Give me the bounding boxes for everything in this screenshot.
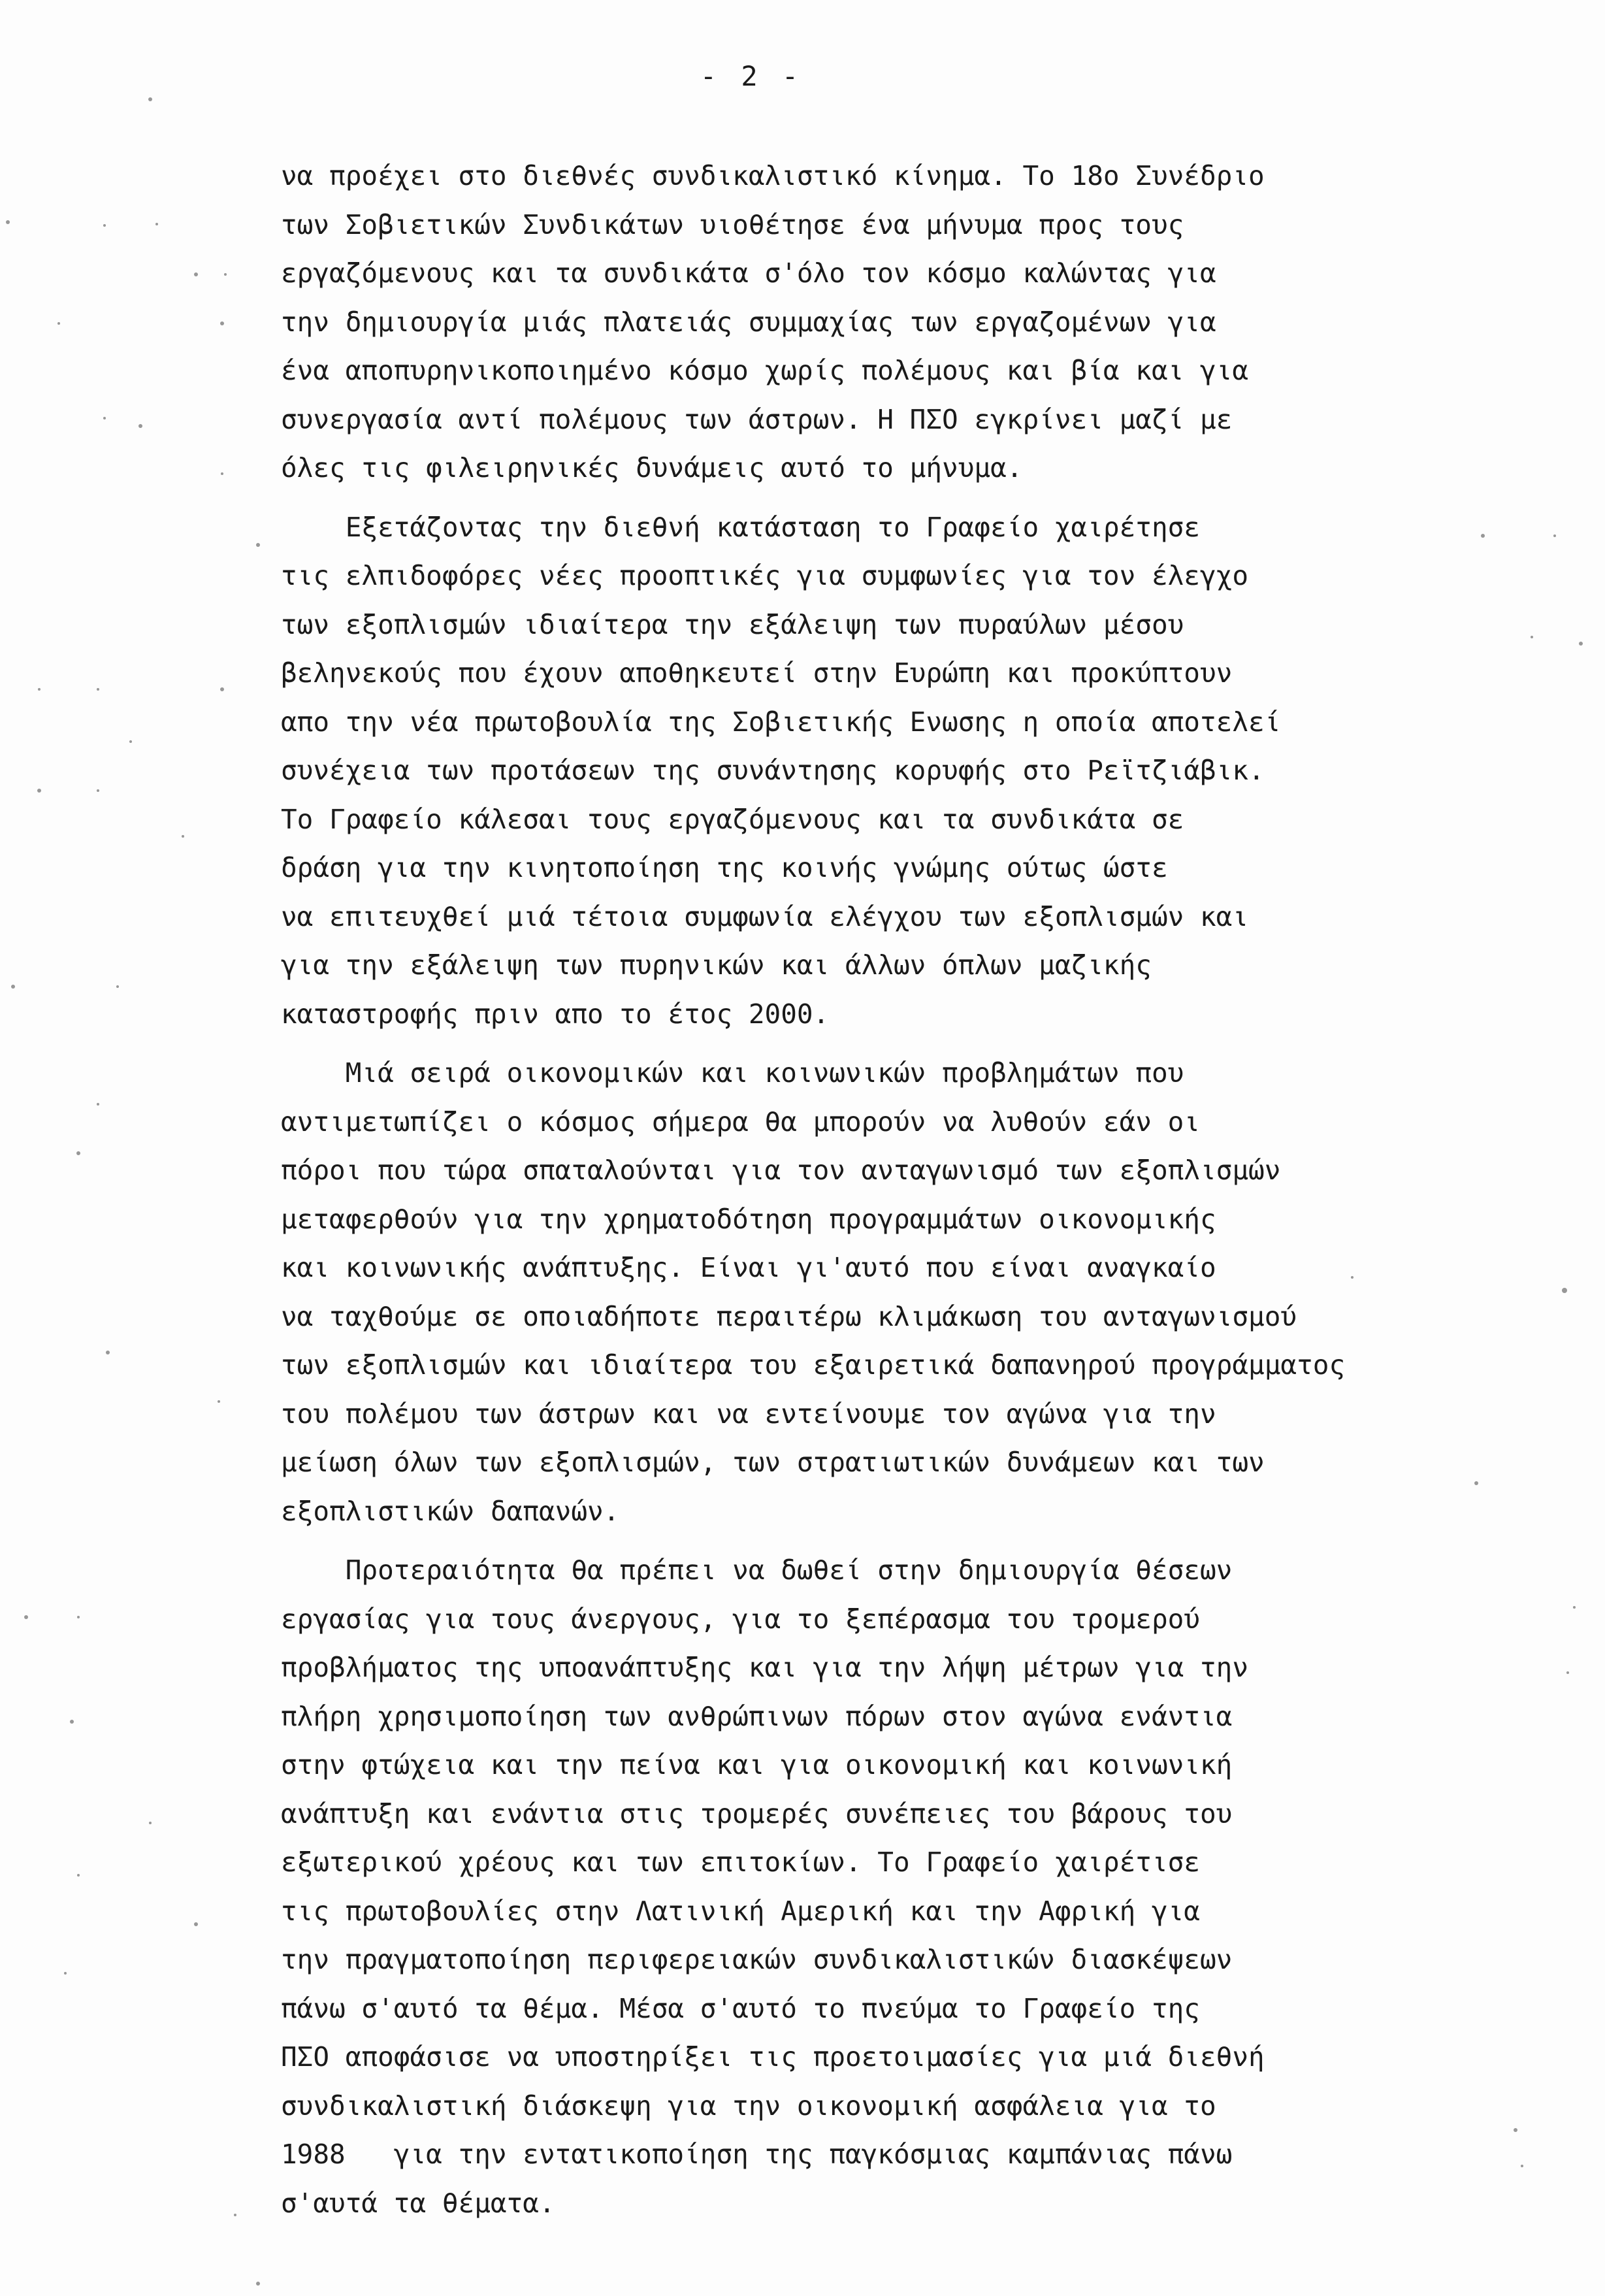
paragraph-1	[281, 152, 1574, 493]
text-line: των εξοπλισμών και ιδιαίτερα του εξαιρετικά δαπανηρού προγράμματος	[281, 1349, 1346, 1381]
text-line: σ'αυτά τα θέματα.	[281, 2187, 555, 2219]
text-line: ΠΣΟ αποφάσισε να υποστηρίξει τις προετοιμασίες για μιά διεθνή	[281, 2041, 1265, 2073]
text-line: του πολέμου των άστρων και να εντείνουμε τον αγώνα για την	[281, 1398, 1216, 1430]
text-line: την πραγματοποίηση περιφερειακών συνδικαλιστικών διασκέψεων	[281, 1944, 1233, 1975]
text-line: όλες τις φιλειρηνικές δυνάμεις αυτό το μήνυμα.	[281, 452, 1023, 484]
text-line: πόροι που τώρα σπαταλούνται για τον ανταγωνισμό των εξοπλισμών	[281, 1155, 1281, 1186]
text-line: τις πρωτοβουλίες στην Λατινική Αμερική και την Αφρική για	[281, 1895, 1200, 1927]
text-line: την δημιουργία μιάς πλατειάς συμμαχίας των εργαζομένων για	[281, 306, 1216, 338]
paragraph-4	[281, 1546, 1574, 2227]
text-line: προβλήματος της υποανάπτυξης και για την λήψη μέτρων για την	[281, 1652, 1249, 1683]
text-line: και κοινωνικής ανάπτυξης. Είναι γι'αυτό που είναι αναγκαίο	[281, 1252, 1216, 1283]
text-line: εξοπλιστικών δαπανών.	[281, 1495, 620, 1527]
text-line: ανάπτυξη και ενάντια στις τρομερές συνέπειες του βάρους του	[281, 1797, 1233, 1829]
text-line: πάνω σ'αυτό τα θέμα. Μέσα σ'αυτό το πνεύμα το Γραφείο της	[281, 1992, 1200, 2024]
text-line: μείωση όλων των εξοπλισμών, των στρατιωτικών δυνάμεων και των	[281, 1447, 1265, 1478]
text-line: των Σοβιετικών Συνδικάτων υιοθέτησε ένα μήνυμα προς τους	[281, 208, 1184, 240]
text-line: συνεργασία αντί πολέμους των άστρων. Η ΠΣΟ εγκρίνει μαζί με	[281, 403, 1233, 435]
document-body	[281, 152, 1574, 2227]
text-line: να επιτευχθεί μιά τέτοια συμφωνία ελέγχου των εξοπλισμών και	[281, 900, 1249, 932]
text-line: αντιμετωπίζει ο κόσμος σήμερα θα μπορούν να λυθούν εάν οι	[281, 1106, 1200, 1138]
text-line: να προέχει στο διεθνές συνδικαλιστικό κίνημα. Το 18ο Συνέδριο	[281, 160, 1265, 191]
text-line: ένα αποπυρηνικοποιημένο κόσμο χωρίς πολέμους και βία και για	[281, 355, 1249, 386]
text-line: δράση για την κινητοποίηση της κοινής γνώμης ούτως ώστε	[281, 852, 1168, 883]
paragraph-3	[281, 1049, 1574, 1535]
text-line: συνδικαλιστική διάσκεψη για την οικονομική ασφάλεια για το	[281, 2090, 1216, 2122]
text-line: των εξοπλισμών ιδιαίτερα την εξάλειψη των πυραύλων μέσου	[281, 608, 1184, 640]
text-line: να ταχθούμε σε οποιαδήποτε περαιτέρω κλιμάκωση του ανταγωνισμού	[281, 1300, 1297, 1332]
text-line: συνέχεια των προτάσεων της συνάντησης κορυφής στο Ρεϊτζιάβικ.	[281, 755, 1265, 786]
text-line: στην φτώχεια και την πείνα και για οικονομική και κοινωνική	[281, 1749, 1233, 1780]
text-line: εργασίας για τους άνεργους, για το ξεπέρασμα του τρομερού	[281, 1603, 1200, 1635]
text-line: εργαζόμενους και τα συνδικάτα σ'όλο τον κόσμο καλώντας για	[281, 257, 1216, 289]
text-line: απο την νέα πρωτοβουλία της Σοβιετικής Ενωσης η οποία αποτελεί	[281, 706, 1281, 738]
text-line: μεταφερθούν για την χρηματοδότηση προγραμμάτων οικονομικής	[281, 1203, 1216, 1235]
paragraph-2	[281, 503, 1574, 1039]
text-line: Το Γραφείο κάλεσαι τους εργαζόμενους και τα συνδικάτα σε	[281, 803, 1184, 835]
text-line: Προτεραιότητα θα πρέπει να δωθεί στην δημιουργία θέσεων	[281, 1554, 1233, 1586]
text-line: πλήρη χρησιμοποίηση των ανθρώπινων πόρων στον αγώνα ενάντια	[281, 1700, 1233, 1732]
text-line: Εξετάζοντας την διεθνή κατάσταση το Γραφείο χαιρέτησε	[281, 511, 1200, 543]
text-line: για την εξάλειψη των πυρηνικών και άλλων όπλων μαζικής	[281, 949, 1152, 981]
text-line: τις ελπιδοφόρες νέες προοπτικές για συμφωνίες για τον έλεγχο	[281, 560, 1249, 591]
text-line: εξωτερικού χρέους και των επιτοκίων. Το Γραφείο χαιρέτισε	[281, 1846, 1200, 1878]
text-line: βεληνεκούς που έχουν αποθηκευτεί στην Ευρώπη και προκύπτουν	[281, 657, 1233, 689]
text-line: καταστροφής πριν απο το έτος 2000.	[281, 998, 830, 1030]
page-number: - 2 -	[700, 60, 803, 92]
text-line: 1988 για την εντατικοποίηση της παγκόσμιας καμπάνιας πάνω	[281, 2139, 1233, 2170]
text-line: Μιά σειρά οικονομικών και κοινωνικών προβλημάτων που	[281, 1057, 1184, 1089]
